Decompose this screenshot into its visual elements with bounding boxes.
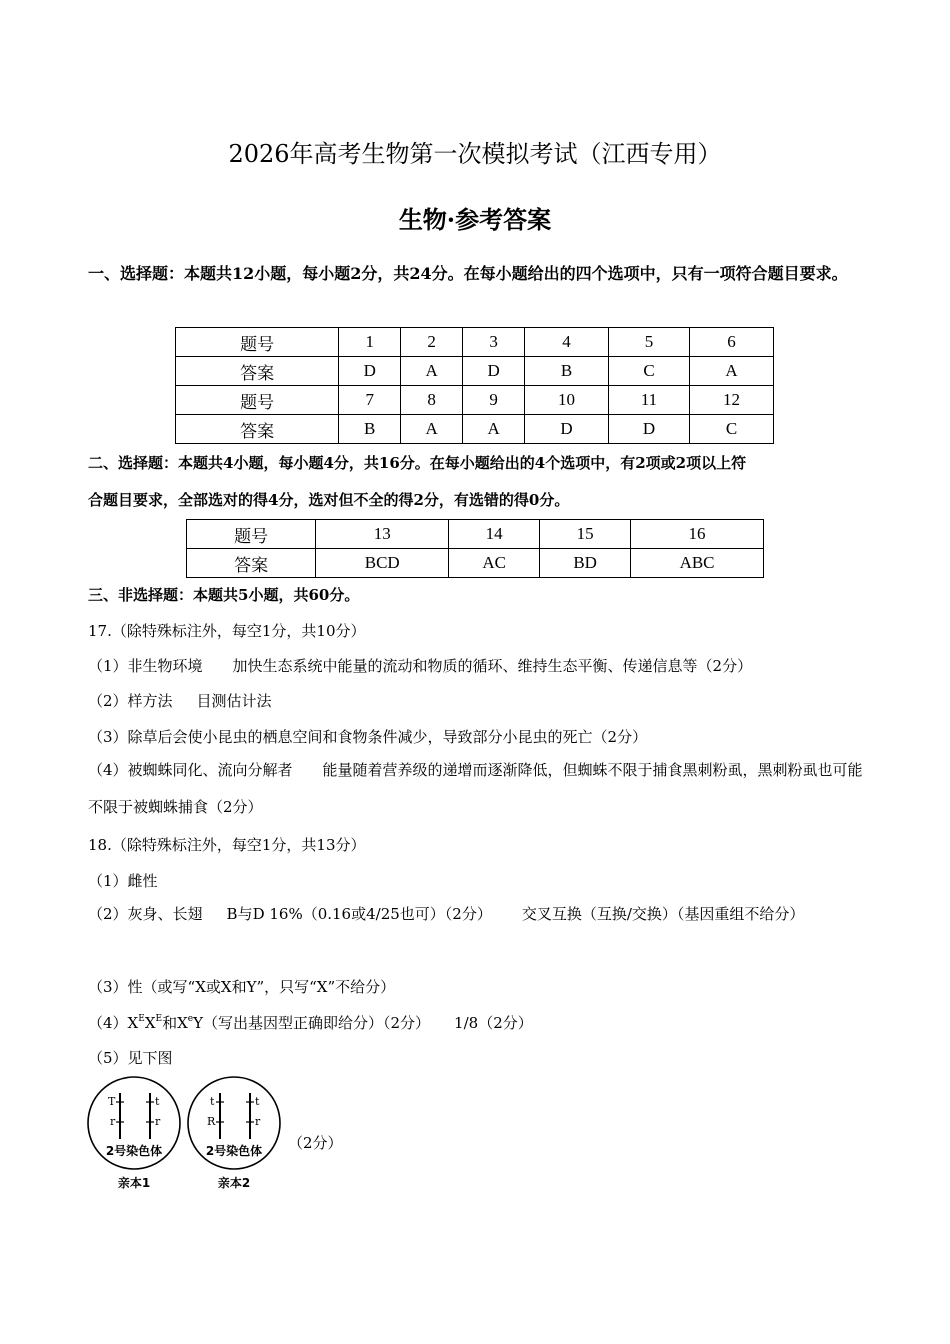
q17-answer-4	[88, 752, 868, 826]
table-cell: 9	[463, 386, 525, 415]
table-cell: 4	[525, 328, 609, 357]
section2-heading-line2: 合题目要求，全部选对的得4分，选对但不全的得2分，有选错的得0分。	[88, 491, 570, 509]
gene-label: T	[108, 1095, 116, 1108]
table-cell: 12	[690, 386, 774, 415]
table-row	[176, 386, 774, 415]
gene-label: t	[255, 1095, 260, 1108]
gene-label: t	[210, 1095, 215, 1108]
parent-caption: 亲本1	[117, 1176, 151, 1190]
table-cell: A	[401, 415, 463, 444]
table-row	[176, 328, 774, 357]
answer-part: 1/8（2分）	[454, 1014, 533, 1032]
q18-answer-5: （5）见下图	[88, 1049, 173, 1067]
gene-label: t	[155, 1095, 160, 1108]
table-cell: B	[525, 357, 609, 386]
q17-answer-2	[88, 690, 272, 711]
table-row	[187, 549, 764, 578]
genotype-sup: E	[155, 1014, 163, 1024]
table-cell: 2	[401, 328, 463, 357]
genotype-sup: e	[187, 1014, 194, 1024]
answer-part: 加快生态系统中能量的流动和物质的循环、维持生态平衡、传递信息等（2分）	[232, 657, 753, 675]
table-cell: ABC	[631, 549, 764, 578]
table-cell: BD	[540, 549, 631, 578]
genotype-text: Y（写出基因型正确即给分）（2分）	[193, 1014, 431, 1032]
table-cell: 1	[339, 328, 401, 357]
row-label: 答案	[176, 357, 339, 386]
table-cell: 10	[525, 386, 609, 415]
answer-part: （4）被蜘蛛同化、流向分解者	[88, 761, 293, 779]
parent-caption: 亲本2	[217, 1176, 251, 1190]
q18-answer-4	[88, 1012, 533, 1033]
table-row	[176, 357, 774, 386]
table-cell: D	[608, 415, 689, 444]
answer-part: （1）非生物环境	[88, 657, 203, 675]
answer-part: 能量随着营养级的递增而逐渐降低，但蜘蛛不限于捕食黑刺粉虱，黑刺粉虱也可能不限于被蜘蛛捕食（2分）	[88, 761, 863, 816]
q17-answer-3: （3）除草后会使小昆虫的栖息空间和食物条件减少，导致部分小昆虫的死亡（2分）	[88, 728, 648, 746]
table-cell: 14	[449, 520, 540, 549]
answer-part: （2）灰身、长翅	[88, 905, 203, 923]
table-cell: D	[463, 357, 525, 386]
chromosome-label: 2号染色体	[205, 1144, 263, 1158]
table-cell: BCD	[316, 549, 449, 578]
table-cell: A	[463, 415, 525, 444]
answer-part: （2）样方法	[88, 692, 173, 710]
page-title: 2026年高考生物第一次模拟考试（江西专用）	[228, 140, 722, 168]
diagram-points: （2分）	[288, 1134, 343, 1152]
table-row	[176, 415, 774, 444]
genotype-text: （4）X	[88, 1014, 139, 1032]
section2-heading-line1: 二、选择题：本题共4小题，每小题4分，共16分。在每小题给出的4个选项中，有2项或2项以上符	[88, 454, 747, 472]
answer-part: B与D 16%（0.16或4/25也可）（2分）	[226, 905, 492, 923]
table-row	[187, 520, 764, 549]
chromosome-diagram-svg	[86, 1075, 406, 1195]
chromosome-diagram	[86, 1075, 406, 1195]
table-cell: 13	[316, 520, 449, 549]
q18-answer-3: （3）性（或写“X或X和Y”，只写“X”不给分）	[88, 978, 396, 996]
table-cell: 3	[463, 328, 525, 357]
section1-answer-table	[175, 327, 774, 444]
table-cell: D	[525, 415, 609, 444]
table-cell: 5	[608, 328, 689, 357]
q18-answer-1: （1）雌性	[88, 872, 158, 890]
gene-label: r	[155, 1115, 161, 1128]
q18-answer-2	[88, 896, 868, 933]
table-cell: B	[339, 415, 401, 444]
table-cell: A	[401, 357, 463, 386]
section3-heading: 三、非选择题：本题共5小题，共60分。	[88, 586, 360, 604]
table-cell: C	[690, 415, 774, 444]
genotype-sup: E	[138, 1014, 145, 1024]
page-subtitle: 生物·参考答案	[398, 205, 552, 234]
answer-part: 交叉互换（互换/交换）（基因重组不给分）	[521, 905, 805, 923]
row-label: 题号	[187, 520, 316, 549]
answer-part: 目测估计法	[196, 692, 272, 710]
genotype-text: 和X	[162, 1014, 188, 1032]
table-cell: C	[608, 357, 689, 386]
parent1-cell	[88, 1077, 180, 1190]
table-cell: AC	[449, 549, 540, 578]
section2-answer-table	[186, 519, 764, 578]
row-label: 题号	[176, 328, 339, 357]
chromosome-label: 2号染色体	[105, 1144, 163, 1158]
q17-answer-1	[88, 655, 752, 676]
table-cell: 16	[631, 520, 764, 549]
gene-label: r	[255, 1115, 261, 1128]
table-cell: 11	[608, 386, 689, 415]
row-label: 题号	[176, 386, 339, 415]
table-cell: 7	[339, 386, 401, 415]
gene-label: R	[207, 1115, 216, 1128]
parent2-cell	[188, 1077, 280, 1190]
gene-label: r	[110, 1115, 116, 1128]
genotype-text: X	[144, 1014, 156, 1032]
row-label: 答案	[187, 549, 316, 578]
table-cell: A	[690, 357, 774, 386]
q18-header: 18.（除特殊标注外，每空1分，共13分）	[88, 836, 366, 854]
table-cell: 15	[540, 520, 631, 549]
table-cell: D	[339, 357, 401, 386]
section1-heading: 一、选择题：本题共12小题，每小题2分，共24分。在每小题给出的四个选项中，只有一项符合题目要求。	[88, 264, 848, 283]
q17-header: 17.（除特殊标注外，每空1分，共10分）	[88, 622, 366, 640]
table-cell: 6	[690, 328, 774, 357]
table-cell: 8	[401, 386, 463, 415]
row-label: 答案	[176, 415, 339, 444]
